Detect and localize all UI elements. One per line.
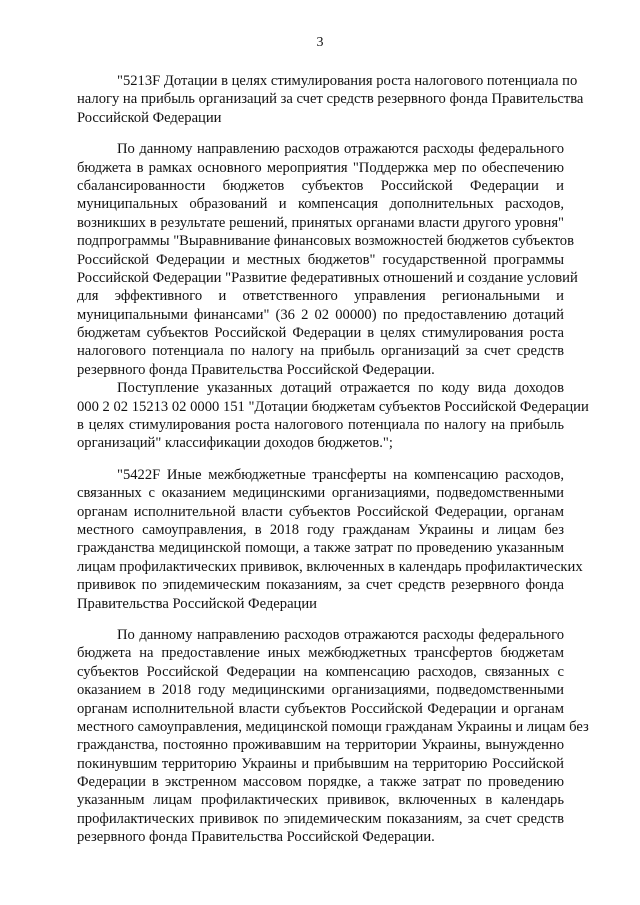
text-line: профилактических прививок по эпидемическим показаниям, за счет средств	[77, 810, 564, 827]
text-line: для эффективного и ответственного управления региональными и	[77, 288, 564, 305]
paragraph	[77, 626, 589, 847]
text-line: возникших в результате решений, принятых органами власти другого уровня"	[77, 214, 564, 231]
text-line: Правительства Российской Федерации	[77, 595, 317, 612]
text-line: прививок по эпидемическим показаниям, за счет средств резервного фонда	[77, 577, 564, 594]
text-line: Российской Федерации	[77, 109, 222, 126]
text-line: "5213F Дотации в целях стимулирования роста налогового потенциала по	[117, 73, 578, 89]
paragraph	[77, 379, 589, 453]
text-line: резервного фонда Правительства Российской Федерации.	[77, 361, 435, 378]
text-line: указанным лицам профилактических прививок, включенных в календарь	[77, 792, 564, 809]
text-line: Российской Федерации и местных бюджетов" государственной программы	[77, 251, 564, 268]
paragraph-gap	[77, 453, 564, 466]
text-line: связанных с оказанием медицинскими организациями, подведомственными	[77, 485, 564, 502]
text-line: Федерации в экстренном массовом порядке, а также затрат по проведению	[77, 774, 564, 791]
text-line: в целях стимулирования роста налогового потенциала по налогу на прибыль	[77, 417, 564, 434]
text-line: бюджета в рамках основного мероприятия "Поддержка мер по обеспечению	[77, 159, 564, 176]
text-line: местного самоуправления, медицинской помощи гражданам Украины и лицам без	[77, 718, 589, 735]
text-line: органам исполнительной власти субъектов Российской Федерации и органам	[77, 700, 564, 717]
paragraph-gap	[77, 613, 564, 626]
text-line: подпрограммы "Выравнивание финансовых возможностей бюджетов субъектов	[77, 233, 574, 250]
text-line: муниципальными финансами" (36 2 02 00000) по предоставлению дотаций	[77, 306, 564, 323]
text-line: налогового потенциала по налогу на прибыль организаций за счет средств	[77, 343, 564, 360]
text-line: организаций" классификации доходов бюджетов.";	[77, 435, 393, 452]
paragraph	[77, 72, 584, 127]
text-line: оказанием в 2018 году медицинскими организациями, подведомственными	[77, 682, 564, 699]
page-number: 3	[316, 35, 324, 50]
text-line: резервного фонда Правительства Российской Федерации.	[77, 829, 435, 846]
text-line: бюджета на предоставление иных межбюджетных трансфертов бюджетам	[77, 645, 564, 662]
text-line: гражданства, постоянно проживавшим на территории Украины, вынужденно	[77, 737, 564, 754]
paragraph	[77, 466, 583, 613]
text-line: По данному направлению расходов отражаются расходы федерального	[117, 626, 564, 643]
document-body	[77, 72, 589, 847]
text-line: покинувшим территорию Украины и прибывшим на территорию Российской	[77, 755, 564, 772]
text-line: Поступление указанных дотаций отражается по коду вида доходов	[117, 380, 564, 397]
text-line: бюджетам субъектов Российской Федерации в целях стимулирования роста	[77, 325, 564, 342]
text-line: органам исполнительной власти субъектов Российской Федерации, органам	[77, 503, 564, 520]
text-line: 000 2 02 15213 02 0000 151 "Дотации бюджетам субъектов Российской Федерации	[77, 398, 589, 415]
text-line: "5422F Иные межбюджетные трансферты на компенсацию расходов,	[117, 466, 564, 483]
text-line: лицам профилактических прививок, включенных в календарь профилактических	[77, 558, 583, 575]
text-line: субъектов Российской Федерации на компенсацию расходов, связанных с	[77, 663, 564, 680]
paragraph	[77, 140, 578, 379]
text-line: налогу на прибыль организаций за счет средств резервного фонда Правительства	[77, 91, 584, 108]
text-line: местного самоуправления, в 2018 году гражданам Украины и лицам без	[77, 521, 564, 538]
text-line: муниципальных образований и компенсация дополнительных расходов,	[77, 196, 564, 213]
text-line: По данному направлению расходов отражаются расходы федерального	[117, 141, 564, 158]
text-line: Российской Федерации "Развитие федеративных отношений и создание условий	[77, 269, 578, 286]
text-line: сбалансированности бюджетов субъектов Российской Федерации и	[77, 177, 564, 194]
paragraph-gap	[77, 127, 564, 140]
text-line: гражданства медицинской помощи, а также затрат по проведению указанным	[77, 540, 564, 557]
